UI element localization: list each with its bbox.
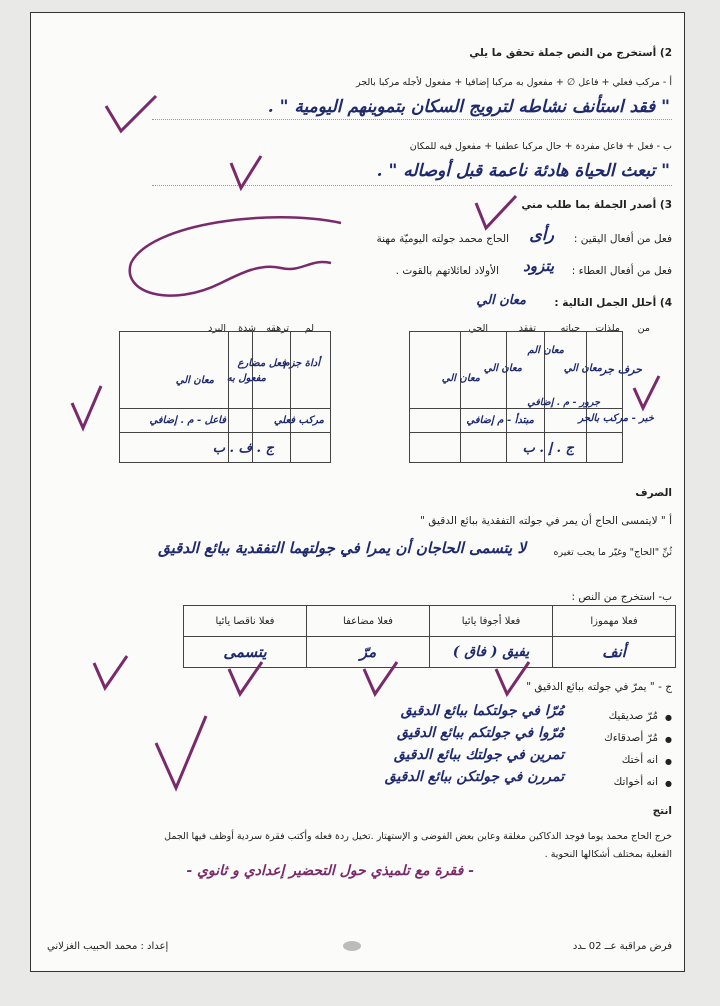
q3-line2-rest: الأولاد لعائلاتهم بالقوت . [395, 265, 499, 277]
bullet-icon: ● [665, 713, 672, 722]
rt-row2-3: مبتدأ - م إضافي [466, 415, 534, 426]
q2-a-answer: " فقد استأنف نشاطه لترويج السكان بتموينهم اليومية " . [267, 97, 670, 117]
sarf-th-1: فعلا مهموزا [553, 606, 676, 637]
rt-header-3: حياته [560, 323, 580, 334]
lt-header-3: شدة [238, 323, 256, 334]
check-mark-icon [151, 713, 211, 793]
sarf-a-answer: لا يتسمى الحاجان أن يمرا في جولتهما التفقدية ببائع الدقيق [158, 539, 526, 557]
intaj-answer: - فقرة مع تلميذي حول التحضير إعدادي و ثانوي - [186, 863, 474, 879]
lt-cell-4: معان الي [175, 375, 214, 386]
intaj-title: انتج [652, 805, 672, 817]
bullet-icon: ● [665, 757, 672, 766]
bullet-icon: ● [665, 735, 672, 744]
sarf-c-label-4: انه أخواتك [613, 776, 658, 788]
sarf-c-label-3: انه أختك [621, 754, 658, 766]
footer-right: فرض مراقبة عــ 02 ـدد [572, 941, 672, 952]
sarf-ans-4: يتسمى [184, 637, 307, 668]
sarf-a-instruction: ثُنِّ "الحاج" وغيّر ما يجب تغيره [553, 547, 672, 558]
teacher-scribble-icon [91, 203, 371, 313]
lt-header-4: البرد [208, 323, 226, 334]
q3-title: 3) أصدر الجملة بما طلب مني [521, 199, 672, 211]
q4-title: 4) أحلل الجمل التالية : [554, 297, 672, 309]
sarf-ans-2: يفيق ( فاق ) [430, 637, 553, 668]
lt-row2-2: فاعل - م . إضافي [149, 415, 226, 426]
check-mark-icon [226, 153, 266, 193]
rt-label: ج . إ . ب [522, 441, 574, 456]
sarf-c-answer-2: مُرّوا في جولتكم ببائع الدقيق [397, 725, 564, 741]
lt-cell-1: أداة جزم [283, 358, 320, 369]
check-mark-icon [631, 373, 663, 413]
lt-cell-2: فعل مضارع [237, 358, 286, 369]
check-mark-icon [91, 653, 131, 693]
check-mark-icon [101, 91, 161, 141]
sarf-a: أ " لايتمسى الحاج أن يمر في جولته التفقدية ببائع الدقيق " [420, 515, 672, 527]
q2-b-prompt: ب - فعل + فاعل مفردة + حال مركبا عطفيا + مفعول فيه للمكان [409, 141, 672, 152]
check-mark-icon [69, 383, 105, 433]
rt-row2-2: جرور - م . إضافي [527, 397, 600, 408]
rt-cell-4: معان الي [483, 363, 522, 374]
sarf-c-label-1: مُرّ صديقيك [608, 710, 658, 722]
rt-cell-3: معان الم [527, 345, 564, 356]
q3-line1-rest: الحاج محمد جولته اليوميّة مهنة [376, 233, 509, 245]
check-mark-icon [493, 659, 533, 699]
rt-row2-1: خبر - مركب بالجر [578, 413, 654, 424]
lt-cell-3: مفعول به [226, 373, 266, 384]
q3-line1-answer: رأى [529, 225, 554, 244]
footer-left: إعداد : محمد الحبيب الغزلاني [47, 941, 169, 952]
q4-answer-top: معان الي [476, 293, 526, 308]
intaj-prompt-2: الفعلية بمختلف أشكالها النحوية . [544, 849, 672, 860]
rt-cell-1: حرف جر [601, 363, 642, 376]
sarf-ans-1: أنف [553, 637, 676, 668]
sarf-c-answer-1: مُرّا في جولتكما ببائع الدقيق [400, 703, 564, 719]
rt-header-4: تفقد [518, 323, 536, 334]
q3-line2-answer: يتزود [523, 257, 554, 275]
sarf-th-4: فعلا ناقصا يائيا [184, 606, 307, 637]
check-mark-icon [226, 659, 266, 699]
exam-sheet [30, 12, 685, 972]
sarf-b: ب- استخرج من النص : [571, 591, 672, 603]
lt-row2-1: مركب فعلي [273, 415, 324, 426]
q3-line2-prefix: فعل من أفعال العطاء : [571, 265, 672, 277]
sarf-th-3: فعلا مضاعفا [307, 606, 430, 637]
sarf-ans-3: مرّ [307, 637, 430, 668]
q3-line1-prefix: فعل من أفعال اليقين : [573, 233, 672, 245]
q2-a-prompt: أ - مركب فعلي + فاعل ∅ + مفعول به مركبا إضافيا + مفعول لأجله مركبا بالجر [356, 77, 672, 88]
rt-cell-2: معان الي [563, 363, 602, 374]
lt-label: ج . ف . ب [212, 441, 274, 456]
lt-header-1: لم [304, 323, 314, 334]
bullet-icon: ● [665, 779, 672, 788]
intaj-prompt-1: خرج الحاج محمد يوما فوجد الدكاكين مغلقة وعاين بعض الفوضى و الإستهتار .تخيل ردة فعله وأكتب فقرة سردية أوظف فيها الجمل [164, 831, 672, 842]
sarf-c-answer-4: تمررن في جولتكن ببائع الدقيق [384, 769, 564, 785]
check-mark-icon [471, 193, 521, 233]
rt-cell-5: معان الي [441, 373, 480, 384]
check-mark-icon [361, 659, 401, 699]
sarf-th-2: فعلا أجوفا يائيا [430, 606, 553, 637]
sarf-c: ج - " يمرّ في جولته ببائع الدقيق " [526, 681, 672, 693]
q2-b-answer: " تبعث الحياة هادئة ناعمة قبل أوصاله " . [376, 161, 670, 181]
sarf-title: الصرف [635, 487, 672, 499]
logo-icon [343, 941, 361, 951]
rt-header-5: الحي [468, 323, 488, 334]
lt-header-2: ترهقه [266, 323, 289, 334]
rt-header-2: ملذات [595, 323, 620, 334]
q2-title: 2) أستخرج من النص جملة تحقق ما يلي [469, 47, 672, 59]
sarf-c-label-2: مُرّ أصدقاءك [604, 732, 658, 744]
rt-header-1: من [637, 323, 650, 334]
sarf-c-answer-3: تمرين في جولتك ببائع الدقيق [393, 747, 564, 763]
